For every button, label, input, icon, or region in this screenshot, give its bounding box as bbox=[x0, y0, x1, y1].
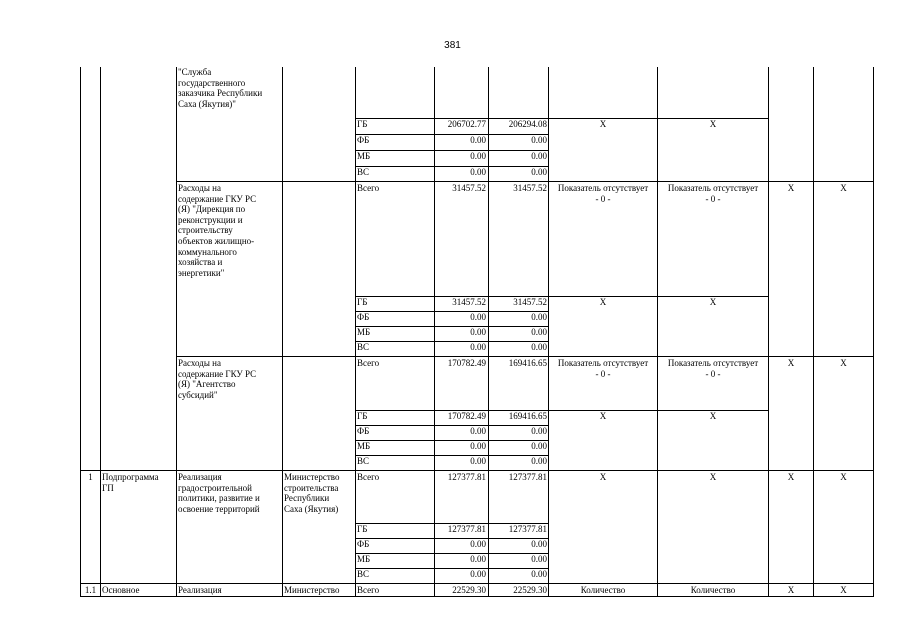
row-executor: Министерство bbox=[284, 585, 340, 595]
value-cell: 127377.81 bbox=[508, 524, 547, 534]
row-name: Подпрограмма ГП bbox=[102, 472, 159, 493]
fund-label: ГБ bbox=[357, 119, 368, 129]
total-label: Всего bbox=[357, 585, 380, 595]
value-cell: 31457.52 bbox=[452, 297, 486, 307]
value-cell: 0.00 bbox=[531, 312, 547, 322]
col-border bbox=[768, 67, 769, 597]
value-cell: 22529.30 bbox=[513, 585, 547, 595]
value-cell: 0.00 bbox=[470, 342, 486, 352]
value-cell: 170782.49 bbox=[447, 358, 486, 368]
block-border bbox=[176, 356, 874, 357]
value-cell: 0.00 bbox=[531, 167, 547, 177]
value-cell: 0.00 bbox=[470, 327, 486, 337]
x-mark: Х bbox=[709, 472, 717, 482]
x-mark: Х bbox=[599, 472, 607, 482]
x-mark: Х bbox=[840, 472, 847, 482]
x-mark: Х bbox=[787, 358, 795, 368]
total-label: Всего bbox=[357, 183, 380, 193]
value-cell: 31457.52 bbox=[513, 297, 547, 307]
value-cell: 169416.65 bbox=[508, 358, 547, 368]
indicator-cell: Показатель отсутствует - 0 - bbox=[667, 358, 759, 379]
x-mark: Х bbox=[787, 472, 795, 482]
row-number: 1.1 bbox=[84, 585, 97, 595]
value-cell: 0.00 bbox=[470, 151, 486, 161]
value-cell: 0.00 bbox=[470, 426, 486, 436]
value-cell: 0.00 bbox=[470, 441, 486, 451]
page-number: 381 bbox=[444, 40, 461, 51]
value-cell: 0.00 bbox=[470, 135, 486, 145]
x-mark: Х bbox=[599, 119, 607, 129]
fund-label: ГБ bbox=[357, 524, 368, 534]
value-cell: 31457.52 bbox=[513, 183, 547, 193]
x-mark: Х bbox=[840, 585, 847, 595]
col-border bbox=[355, 67, 356, 597]
value-cell: 127377.81 bbox=[447, 524, 486, 534]
value-cell: 0.00 bbox=[531, 135, 547, 145]
value-cell: 0.00 bbox=[531, 539, 547, 549]
value-cell: 127377.81 bbox=[447, 472, 486, 482]
value-cell: 0.00 bbox=[531, 441, 547, 451]
fund-label: ФБ bbox=[357, 426, 370, 436]
value-cell: 0.00 bbox=[531, 327, 547, 337]
value-cell: 127377.81 bbox=[508, 472, 547, 482]
total-label: Всего bbox=[357, 472, 380, 482]
value-cell: 0.00 bbox=[531, 456, 547, 466]
col-border bbox=[873, 67, 874, 597]
fund-label: МБ bbox=[357, 554, 371, 564]
x-mark: Х bbox=[709, 297, 717, 307]
block-border bbox=[80, 470, 874, 471]
fund-label: МБ bbox=[357, 327, 371, 337]
value-cell: 170782.49 bbox=[447, 411, 486, 421]
fund-label: ВС bbox=[357, 456, 370, 466]
col-border bbox=[548, 67, 549, 597]
value-cell: 206702.77 bbox=[447, 119, 486, 129]
row-number: 1 bbox=[88, 472, 93, 482]
row-description: "Служба государственного заказчика Республики Саха (Якутия)" bbox=[178, 67, 263, 109]
value-cell: 0.00 bbox=[470, 569, 486, 579]
x-mark: Х bbox=[599, 411, 607, 421]
value-cell: 206294.08 bbox=[508, 119, 547, 129]
fund-label: МБ bbox=[357, 151, 371, 161]
value-cell: 0.00 bbox=[470, 312, 486, 322]
value-cell: 0.00 bbox=[470, 167, 486, 177]
fund-label: ВС bbox=[357, 342, 370, 352]
row-description: Расходы на содержание ГКУ РС (Я) "Дирекция по реконструкции и строительству объектов жилищно- коммунального хозяйства и энергетики" bbox=[178, 183, 257, 278]
col-border bbox=[813, 67, 814, 597]
block-border bbox=[176, 181, 874, 182]
x-mark: Х bbox=[840, 358, 847, 368]
x-mark: Х bbox=[787, 585, 795, 595]
fund-label: ВС bbox=[357, 569, 370, 579]
x-mark: Х bbox=[787, 183, 795, 193]
indicator-cell: Количество bbox=[580, 585, 626, 595]
fund-label: ФБ bbox=[357, 312, 370, 322]
fund-label: ФБ bbox=[357, 135, 370, 145]
col-border bbox=[100, 67, 101, 597]
fund-label: ГБ bbox=[357, 297, 368, 307]
col-border bbox=[282, 67, 283, 597]
block-border bbox=[80, 583, 874, 584]
value-cell: 0.00 bbox=[531, 151, 547, 161]
x-mark: Х bbox=[840, 183, 847, 193]
indicator-cell: Показатель отсутствует - 0 - bbox=[557, 183, 649, 204]
table-bottom-border bbox=[80, 596, 874, 597]
col-border bbox=[176, 67, 177, 597]
value-cell: 0.00 bbox=[531, 554, 547, 564]
row-executor: Министерство строительства Республики Саха (Якутия) bbox=[284, 472, 340, 514]
value-cell: 0.00 bbox=[531, 426, 547, 436]
fund-label: ВС bbox=[357, 167, 370, 177]
value-cell: 0.00 bbox=[531, 342, 547, 352]
indicator-cell: Количество bbox=[690, 585, 736, 595]
value-cell: 0.00 bbox=[531, 569, 547, 579]
value-cell: 169416.65 bbox=[508, 411, 547, 421]
x-mark: Х bbox=[599, 297, 607, 307]
row-description: Расходы на содержание ГКУ РС (Я) "Агентство субсидий" bbox=[178, 358, 257, 400]
value-cell: 0.00 bbox=[470, 456, 486, 466]
indicator-cell: Показатель отсутствует - 0 - bbox=[667, 183, 759, 204]
value-cell: 0.00 bbox=[470, 554, 486, 564]
row-description: Реализация bbox=[178, 585, 222, 595]
total-label: Всего bbox=[357, 358, 380, 368]
col-border bbox=[657, 67, 658, 597]
value-cell: 31457.52 bbox=[452, 183, 486, 193]
x-mark: Х bbox=[709, 411, 717, 421]
row-description: Реализация градостроительной политики, развитие и освоение территорий bbox=[178, 472, 260, 514]
indicator-cell: Показатель отсутствует - 0 - bbox=[557, 358, 649, 379]
col-border bbox=[80, 67, 81, 597]
fund-label: ФБ bbox=[357, 539, 370, 549]
row-name: Основное bbox=[102, 585, 140, 595]
value-cell: 22529.30 bbox=[452, 585, 486, 595]
value-cell: 0.00 bbox=[470, 539, 486, 549]
fund-label: МБ bbox=[357, 441, 371, 451]
x-mark: Х bbox=[709, 119, 717, 129]
fund-label: ГБ bbox=[357, 411, 368, 421]
